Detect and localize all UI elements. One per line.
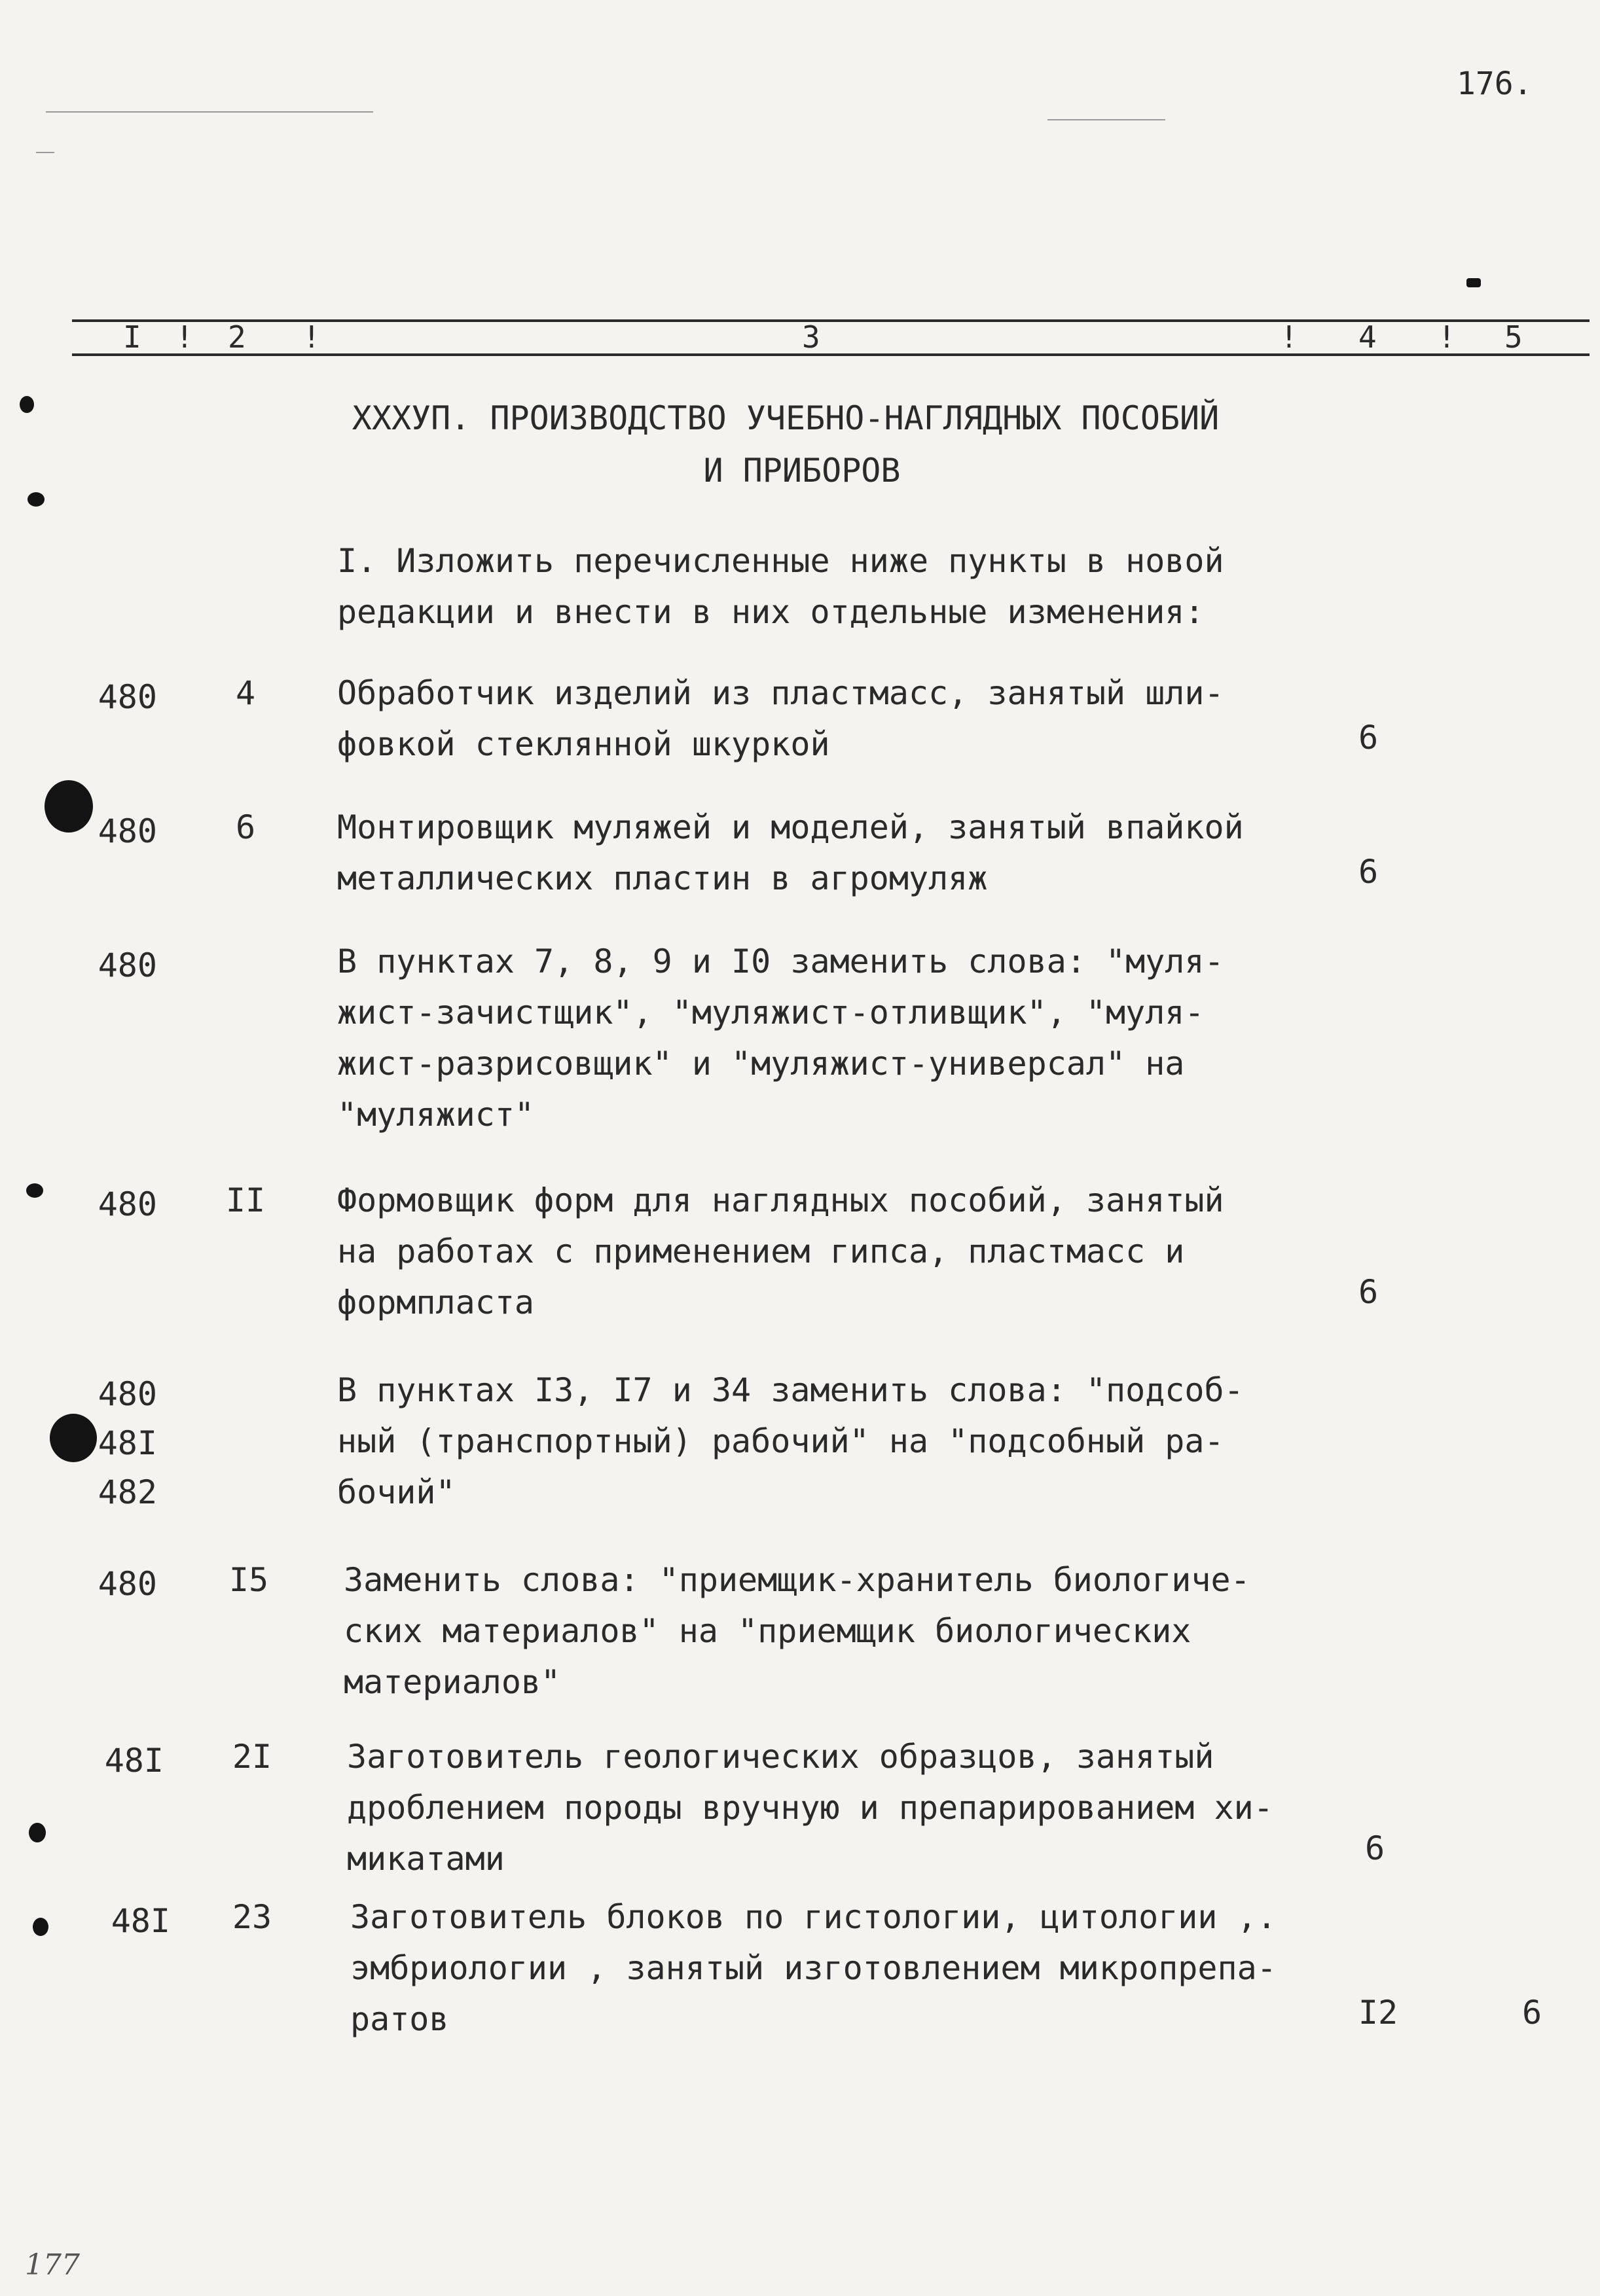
row-text-line: на работах с применением гипса, пластмасс и xyxy=(337,1232,1185,1270)
row-text-line: фовкой стеклянной шкуркой xyxy=(337,725,830,763)
scan-artifact-line xyxy=(46,111,373,113)
header-col-4: 4 xyxy=(1358,319,1377,355)
row-text-line: эмбриологии , занятый изготовлением микропрепа- xyxy=(350,1949,1277,1987)
header-divider: ! xyxy=(302,319,321,355)
section-title-line-2: И ПРИБОРОВ xyxy=(703,452,901,490)
ink-blot xyxy=(45,780,93,833)
row-text-line: жист-зачистщик", "муляжист-отливщик", "муля- xyxy=(337,994,1205,1031)
intro-line-2: редакции и внести в них отдельные изменения: xyxy=(337,593,1205,631)
row-col1-value: 480 xyxy=(98,1185,157,1223)
row-col4-value: I2 xyxy=(1358,1994,1398,2032)
row-text-line: ный (транспортный) рабочий" на "подсобный ра- xyxy=(337,1422,1224,1460)
row-col1-value: 480 xyxy=(98,946,157,984)
row-text-line: Обработчик изделий из пластмасс, занятый шли- xyxy=(337,674,1224,712)
row-col1-value: 48I xyxy=(104,1742,164,1780)
header-divider: ! xyxy=(1280,319,1298,355)
punch-hole-mark xyxy=(26,1183,43,1198)
row-text-line: дроблением породы вручную и препарированием хи- xyxy=(347,1789,1273,1827)
row-col1-value: 480 xyxy=(98,678,157,716)
page-number: 176. xyxy=(1457,65,1533,102)
header-col-2: 2 xyxy=(228,319,246,355)
punch-hole-mark xyxy=(20,396,34,413)
row-text-line: Заготовитель блоков по гистологии, цитологии ,. xyxy=(350,1898,1277,1936)
ink-speck xyxy=(1466,278,1481,287)
header-col-1: I xyxy=(123,319,141,355)
section-title-line-1: XXXУП. ПРОИЗВОДСТВО УЧЕБНО-НАГЛЯДНЫХ ПОСОБИЙ xyxy=(352,399,1220,437)
row-text-line: В пунктах I3, I7 и 34 заменить слова: "подсоб- xyxy=(337,1371,1244,1409)
row-col1-value: 480 xyxy=(98,1565,157,1603)
header-col-3: 3 xyxy=(802,319,820,355)
row-col4-value: 6 xyxy=(1358,853,1379,891)
margin-handwritten-note: 177 xyxy=(25,2248,80,2282)
row-text-line: ратов xyxy=(350,2000,449,2038)
row-text-line: металлических пластин в агромуляж xyxy=(337,859,988,897)
row-text-line: Формовщик форм для наглядных пособий, занятый xyxy=(337,1181,1224,1219)
row-col1-value: 480 xyxy=(98,812,157,850)
row-col1-value: 48I xyxy=(111,1902,170,1940)
row-text-line: "муляжист" xyxy=(337,1096,535,1134)
intro-line-1: I. Изложить перечисленные ниже пункты в новой xyxy=(337,542,1224,580)
punch-hole-mark xyxy=(27,492,45,507)
header-col-5: 5 xyxy=(1504,319,1523,355)
row-col2-value: I5 xyxy=(228,1561,269,1599)
row-text-line: микатами xyxy=(347,1840,505,1878)
header-divider: ! xyxy=(175,319,194,355)
row-col1-value: 482 xyxy=(98,1473,157,1511)
row-col2-value: 6 xyxy=(235,808,256,846)
row-col4-value: 6 xyxy=(1358,719,1379,757)
row-text-line: Заменить слова: "приемщик-хранитель биологиче- xyxy=(344,1561,1250,1599)
row-col1-value: 48I xyxy=(98,1424,157,1462)
row-col4-value: 6 xyxy=(1364,1829,1385,1867)
row-text-line: бочий" xyxy=(337,1473,456,1511)
row-text-line: В пунктах 7, 8, 9 и I0 заменить слова: "муля- xyxy=(337,942,1224,980)
row-col2-value: 23 xyxy=(232,1898,272,1936)
punch-hole-mark xyxy=(33,1918,48,1936)
row-col4-value: 6 xyxy=(1358,1273,1379,1311)
row-text-line: Монтировщик муляжей и моделей, занятый впайкой xyxy=(337,808,1244,846)
row-col1-value: 480 xyxy=(98,1375,157,1413)
ink-blot xyxy=(50,1414,97,1462)
scan-artifact-line xyxy=(36,152,54,153)
row-text-line: формпласта xyxy=(337,1283,535,1321)
row-col2-value: 2I xyxy=(232,1738,272,1776)
row-text-line: Заготовитель геологических образцов, занятый xyxy=(347,1738,1214,1776)
row-col5-value: 6 xyxy=(1521,1994,1542,2032)
punch-hole-mark xyxy=(29,1823,46,1842)
row-col2-value: II xyxy=(225,1181,266,1219)
scan-artifact-line xyxy=(1047,119,1165,120)
row-text-line: ских материалов" на "приемщик биологических xyxy=(344,1612,1191,1650)
header-divider: ! xyxy=(1438,319,1456,355)
row-text-line: жист-разрисовщик" и "муляжист-универсал" на xyxy=(337,1045,1185,1083)
row-col2-value: 4 xyxy=(235,674,256,712)
row-text-line: материалов" xyxy=(344,1663,561,1701)
